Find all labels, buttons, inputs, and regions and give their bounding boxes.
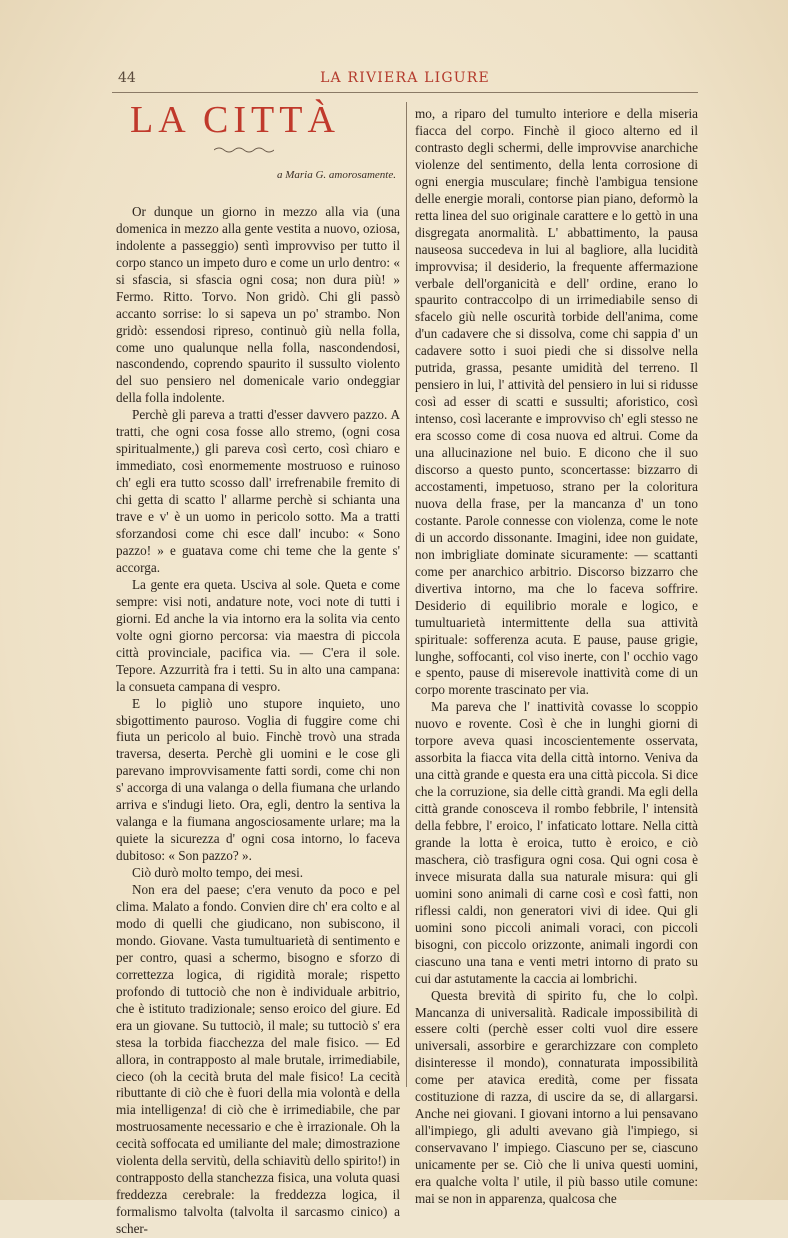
paragraph: Non era del paese; c'era venuto da poco e pel clima. Malato a fondo. Convien dire ch' era colto e al modo di quelli che giudicano, non subiscono, il mondo. Giovane. Vasta tumultuarietà di sentimento e per contro, quasi a schermo, bisogno e sforzo di correttezza logica, di rigidità morale; rispetto profondo di tuttociò che non è individuale arbitrio, che è istituto tradizionale; senso eroico del giure. Ed era un giovane. Su tuttociò, il male; su tuttociò s' era stesa la torbida fiacchezza del male fisico. — Ed allora, in contrapposto al male brutale, irrimediabile, cieco (oh la cecità bruta del male fisico! La cecità ributtante di ciò che è fuori della mia volontà e della mia intelligenza! di ciò che è irrimediabile, che par mostruosamente necessario e che è irrazionale. Oh la cecità soffocata ed umiliante del male; dimostrazione violenta della servitù, della schiavitù dello spirito!) in contrapposto della stanchezza fisica, una voluta quasi freddezza cerebrale: la freddezza logica, il formalismo talvolta (talvolta il sarcasmo cinico) a scher-: [116, 882, 400, 1237]
column-divider: [406, 102, 407, 1087]
journal-title: LA RIVIERA LIGURE: [320, 70, 490, 86]
title-ornament: [214, 146, 274, 154]
paragraph: mo, a riparo del tumulto interiore e della miseria fiacca del corpo. Finchè il gioco alterno ed il contrasto degli schermi, delle improvvise anarchiche violenze del sentimento, della lenta corrosione di ogni energia musculare; finchè l'ambigua tensione delle energie morali, contorse pian piano, deformò la retta linea del suo originale carattere e lo gettò in una disgregata anormalità. L' abbattimento, la pausa nauseosa succedeva in lui al bagliore, alla lucidità improvvisa; il desiderio, la frequente affermazione verbale dell'organicità e dell' ordine, erano lo spaurito contraccolpo di un irrimediabile senso di sfacelo giù nelle oscurità torbide dell'anima, come d'un cadavere che si dissolva, come chi sappia d' un cadavere sotto i suoi piedi che si dissolve nella putrida, grassa, pesante umidità del terreno. Il pensiero in lui, l' attività del pensiero in lui si ridusse così ad esser di scatti e sussulti; aforistico, così intenso, così lacerante e improvviso ch' egli stesso ne era scosso come di cosa nuova ed altrui. Come da una allucinazione nel buio. E dicono che il suo discorso a questo punto, sconcertasse: bizzarro di accostamenti, impetuoso, strano per la coloritura nuova della frase, per la mancanza d' un tono costante. Parole connesse con violenza, come le note di un accordo dissonante. Imagini, idee non guidate, non imbrigliate dominate sicuramente: — scattanti come per anarchico arbitrio. Discorso bizzarro che divertiva intorno, ma che lo faceva soffrire. Desiderio di equilibrio morale e logico, e tumultuarietà intermittente della sua attività spirituale: sofferenza acuta. E pause, pause grigie, lunghe, soffocanti, col viso inerte, con l' occhio vago e spento, pause di miserevole inattività come di un corpo morente trascinato per via.: [415, 106, 698, 698]
left-column: [116, 98, 400, 1238]
paragraph: Questa brevità di spirito fu, che lo colpì. Mancanza di universalità. Radicale impossibilità di essere colti (perchè esser colti vuol dire essere universali, assorbire e gerarchizzare con completo disinteresse il mondo), connaturata impossibilità come per atavica eredità, come per fissata costituzione di razza, di uscire da se, di allargarsi. Anche nei giovani. I giovani intorno a lui pensavano all'impiego, gli adulti avevano già l'impiego, si conservavano l' impiego. Ciascuno per se, ciascuno unicamente per se. Ciò che li univa questi uomini, era qualche volta l' utile, il più basso utile comune: mai se non in apparenza, qualcosa che: [415, 987, 698, 1206]
paragraph: La gente era queta. Usciva al sole. Queta e come sempre: visi noti, andature note, voci note di tutti i giorni. Ed anche la via intorno era la solita via cento volte ogni giorno percorsa: via maestra di piccola città provinciale, pacifica via. — C'era il sole. Tepore. Azzurrità fra i tetti. Su in alto una campana: la consueta campana di vespro.: [116, 576, 400, 694]
dedication: a Maria G. amorosamente.: [276, 168, 396, 181]
paragraph: Ciò durò molto tempo, dei mesi.: [132, 865, 304, 881]
article-title: LA CITTÀ: [130, 99, 340, 141]
paragraph: Or dunque un giorno in mezzo alla via (una domenica in mezzo alla gente vestita a nuovo, oziosa, indolente a passeggio) sentì improvviso per tutto il corpo stanco un impeto duro e come un urlo dentro: « si sfascia, si sfascia ogni cosa; non dura più! » Fermo. Ritto. Torvo. Non gridò. Chi gli passò accanto sorrise: lo si sapeva un po' strambo. Non gridò: essendosi ripreso, continuò giù nella folla, come uno qualunque nella folla, nascondendosi, nascondendo, coprendo spaurito il sussulto violento del suo pensiero nel domenicale vario ondeggiar della folla indolente.: [116, 203, 400, 406]
paragraph: Ma pareva che l' inattività covasse lo scoppio nuovo e rovente. Così è che in lunghi giorni di torpore aveva quasi incoscientemente osservata, assorbita la fiacca vita della città intorno. Veniva da una città grande e questa era una città piccola. Si dice che la corruzione, sia delle città grandi. Ma egli della città grande conosceva il rombo febbrile, l' intensità della febbre, l' eroico, l' infaticato lottare. Nella città grande la lotta è eroica, tutto è eroico, e ciò maschera, ciò trasfigura ogni cosa. Qui ogni cosa è invece misurata dalla sua naturale misura: qui gli uomini sono animali di carne così e così fatti, non riflessi caldi, non generatori vivi di idee. Qui gli uomini sono piccoli animali voraci, con piccoli bisogni, con piccolo orizzonte, animali ingordi con ciascuno una tana e venti metri intorno di prato su cui dar astutamente la caccia ai lombrichi.: [415, 699, 698, 986]
page-number: 44: [118, 70, 136, 86]
page-header: [112, 68, 698, 93]
right-column: [415, 106, 698, 1208]
paragraph: E lo pigliò uno stupore inquieto, uno sbigottimento pauroso. Voglia di fuggire come chi fiuta un pericolo al buio. Finchè trovò una strada traversa, deserta. Perchè gli uomini e le cose gli parevano improvvisamente fatti sordi, come chi non s' accorga di una valanga o della fiumana che urlando arriva e s'indugi lieto. Ora, egli, dentro la sentiva la valanga e la fiumana angosciosamente urlare; ma la quiete la sicurezza d' ogni cosa intorno, lo faceva dubitoso: « Son pazzo? ».: [116, 695, 400, 864]
paragraph: Perchè gli pareva a tratti d'esser davvero pazzo. A tratti, che ogni cosa fosse allo stremo, (ogni cosa spiritualmente,) gli pareva così certo, così chiaro e immediato, così enormemente mostruoso e ruinoso ch' egli era tutto scosso dall' irrefrenabile fremito di chi getta di scatto l' allarme perchè si schianta una trave e v' è un uomo in pericolo sotto. Ma a tratti sforzandosi come chi esce dall' incubo: « Sono pazzo! » e guatava come chi teme che la gente s' accorga.: [116, 407, 400, 575]
